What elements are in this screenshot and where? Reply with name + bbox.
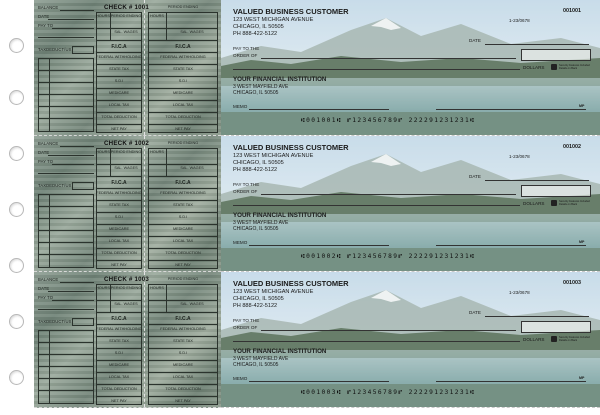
- stub-sdi-label: S.D.I: [114, 351, 124, 355]
- bank-name: YOUR FINANCIAL INSTITUTION: [233, 348, 327, 355]
- stub-check-number: CHECK # 1003: [104, 276, 150, 283]
- binder-hole: [9, 146, 24, 161]
- amount-box[interactable]: [521, 321, 591, 333]
- stub-fica-label-2: F.I.C.A: [175, 180, 191, 186]
- check-stub-3: [34, 272, 221, 408]
- stub-period-label-2: PERIOD ENDING: [167, 277, 199, 281]
- memo-label: MEMO: [233, 240, 248, 245]
- stub-taxdeduct-box: [72, 182, 94, 190]
- company-address-2: CHICAGO, IL 50505: [233, 160, 284, 166]
- stub-grid-row: [148, 260, 218, 261]
- stub-grid-row: [148, 176, 218, 177]
- mp-label: MP: [579, 376, 585, 380]
- company-phone: PH 888-422-5122: [233, 167, 278, 173]
- stub-wages-label: SAL. WAGES: [114, 302, 138, 306]
- stub-sdi-label-2: S.D.I: [178, 79, 188, 83]
- stub-grid-row: [96, 312, 142, 313]
- check-number: 001003: [563, 280, 581, 286]
- stub-fica-label-2: F.I.C.A: [175, 316, 191, 322]
- stub-balance-label: BALANCE: [38, 277, 59, 282]
- stub-payto-line: [52, 164, 94, 165]
- stub-hours-label-2: HOURS: [150, 14, 164, 18]
- stub-totalded-label-2: TOTAL DEDUCTION: [165, 251, 201, 255]
- stub-totalded-label-2: TOTAL DEDUCTION: [165, 387, 201, 391]
- stub-grid-row: [148, 40, 218, 41]
- routing-fraction: 1-23/0678: [509, 290, 530, 295]
- memo-line: [249, 109, 389, 110]
- stub-grid-row: [148, 188, 218, 189]
- stub-sdi-label: S.D.I: [114, 79, 124, 83]
- binder-hole: [9, 90, 24, 105]
- stub-grid-row: [96, 212, 142, 213]
- stub-grid-row: [148, 384, 218, 385]
- written-amount-line: [233, 341, 520, 342]
- bank-address-2: CHICAGO, IL 50505: [233, 90, 279, 96]
- stub-state-label-2: STATE TAX: [173, 339, 193, 343]
- stub-balance-line: [60, 10, 94, 11]
- dollars-label: DOLLARS: [523, 337, 545, 342]
- stub-taxdeduct-box: [72, 318, 94, 326]
- stub-local-label: LOCAL TAX: [108, 239, 130, 243]
- stub-grid-row: [96, 188, 142, 189]
- stub-hours-label: HOURS: [96, 14, 110, 18]
- stub-ledger-row: [38, 230, 94, 231]
- stub-divider: [144, 0, 145, 135]
- stub-payto-label: PAY TO: [38, 159, 54, 164]
- stub-taxdeduct-label: TAXDEDUCT/US: [38, 47, 72, 52]
- stub-grid-col: [166, 284, 167, 312]
- stub-federal-label-2: FEDERAL WITHHOLDING: [160, 55, 206, 59]
- dollars-label: DOLLARS: [523, 65, 545, 70]
- stub-grid-row: [96, 260, 142, 261]
- stub-payto-label: PAY TO: [38, 23, 54, 28]
- stub-grid-row: [96, 112, 142, 113]
- stub-grid-row: [148, 372, 218, 373]
- stub-wages-label-2: SAL. WAGES: [180, 302, 204, 306]
- stub-grid-row: [148, 248, 218, 249]
- pay-to-label: PAY TO THE: [233, 46, 260, 51]
- stub-period-label-2: PERIOD ENDING: [167, 5, 199, 9]
- payee-line: [261, 330, 516, 331]
- stub-grid-row: [96, 336, 142, 337]
- stub-grid-row: [148, 396, 218, 397]
- stub-sdi-label-2: S.D.I: [178, 351, 188, 355]
- stub-grid-row: [96, 384, 142, 385]
- binder-hole: [9, 202, 24, 217]
- stub-taxdeduct-label: TAXDEDUCT/US: [38, 319, 72, 324]
- stub-balance-line: [60, 146, 94, 147]
- stub-grid-row: [148, 88, 218, 89]
- stub-totalded-label-2: TOTAL DEDUCTION: [165, 115, 201, 119]
- stub-medicare-label: MEDICARE: [108, 227, 130, 231]
- bank-address-1: 3 WEST MAYFIELD AVE: [233, 356, 289, 362]
- amount-box[interactable]: [521, 185, 591, 197]
- stub-grid-row: [96, 372, 142, 373]
- stub-ledger-row: [38, 254, 94, 255]
- stub-wages-label-2: SAL. WAGES: [180, 30, 204, 34]
- stub-netpay-label: NET PAY: [111, 263, 127, 267]
- stub-wages-label: SAL. WAGES: [114, 30, 138, 34]
- company-name: VALUED BUSINESS CUSTOMER: [233, 7, 349, 16]
- company-phone: PH 888-422-5122: [233, 303, 278, 309]
- memo-label: MEMO: [233, 376, 248, 381]
- stub-hours-label: HOURS: [96, 286, 110, 290]
- stub-ledger-row: [38, 366, 94, 367]
- stub-wages-label-2: SAL. WAGES: [180, 166, 204, 170]
- stub-federal-label: FEDERAL WITHHOLDING: [96, 327, 142, 331]
- written-amount-line: [233, 205, 520, 206]
- stub-wages-label: SAL. WAGES: [114, 166, 138, 170]
- stub-totalded-label: TOTAL DEDUCTION: [101, 115, 137, 119]
- company-address-2: CHICAGO, IL 50505: [233, 296, 284, 302]
- stub-grid-row: [148, 324, 218, 325]
- stub-taxdeduct-label: TAXDEDUCT/US: [38, 183, 72, 188]
- stub-grid-row: [148, 64, 218, 65]
- stub-grid-row: [96, 200, 142, 201]
- stub-ledger-row: [38, 390, 94, 391]
- order-of-label: ORDER OF: [233, 53, 258, 58]
- stub-grid-row: [96, 236, 142, 237]
- bank-address-2: CHICAGO, IL 50505: [233, 226, 279, 232]
- padlock-security-icon: [551, 336, 557, 342]
- check-face-3: [221, 272, 600, 408]
- stub-period-label: PERIOD ENDING: [110, 286, 142, 290]
- stub-federal-label-2: FEDERAL WITHHOLDING: [160, 191, 206, 195]
- stub-state-label: STATE TAX: [109, 339, 129, 343]
- stub-ledger-row: [38, 378, 94, 379]
- dollars-label: DOLLARS: [523, 201, 545, 206]
- stub-line: [38, 173, 94, 174]
- company-name: VALUED BUSINESS CUSTOMER: [233, 143, 349, 152]
- stub-grid-row: [148, 224, 218, 225]
- payee-line: [261, 194, 516, 195]
- check-face-2: [221, 136, 600, 272]
- binder-hole: [9, 370, 24, 385]
- stub-balance-line: [60, 282, 94, 283]
- stub-local-label-2: LOCAL TAX: [172, 103, 194, 107]
- stub-grid-row: [148, 212, 218, 213]
- check-number: 001002: [563, 144, 581, 150]
- micr-line: ⑆001002⑆ ⑈123456789⑈ 222291231231⑆: [301, 253, 476, 260]
- stub-grid-row: [148, 360, 218, 361]
- stub-sdi-label: S.D.I: [114, 215, 124, 219]
- date-line: [485, 316, 589, 317]
- stub-ledger-row: [38, 218, 94, 219]
- stub-grid-row: [96, 100, 142, 101]
- stub-grid-row: [148, 100, 218, 101]
- company-address-1: 123 WEST MICHIGAN AVENUE: [233, 153, 314, 159]
- stub-divider: [144, 272, 145, 407]
- stub-grid-row: [148, 76, 218, 77]
- stub-balance-label: BALANCE: [38, 5, 59, 10]
- stub-ledger-row: [38, 242, 94, 243]
- stub-fica-label: F.I.C.A: [111, 316, 127, 322]
- stub-hours-label-2: HOURS: [150, 286, 164, 290]
- stub-local-label: LOCAL TAX: [108, 103, 130, 107]
- routing-fraction: 1-23/0678: [509, 18, 530, 23]
- stub-grid-row: [96, 124, 142, 125]
- micr-line: ⑆001003⑆ ⑈123456789⑈ 222291231231⑆: [301, 389, 476, 396]
- written-amount-line: [233, 69, 520, 70]
- stub-grid-row: [96, 324, 142, 325]
- stub-payto-line: [52, 300, 94, 301]
- bank-name: YOUR FINANCIAL INSTITUTION: [233, 212, 327, 219]
- signature-line[interactable]: [436, 245, 586, 246]
- check-number: 001001: [563, 8, 581, 14]
- amount-box[interactable]: [521, 49, 591, 61]
- stub-grid-row: [96, 248, 142, 249]
- bank-address-2: CHICAGO, IL 50505: [233, 362, 279, 368]
- check-stub-2: [34, 136, 221, 272]
- stub-divider: [144, 136, 145, 271]
- stub-grid-row: [96, 176, 142, 177]
- signature-line[interactable]: [436, 109, 586, 110]
- routing-fraction: 1-23/0678: [509, 154, 530, 159]
- stub-balance-label: BALANCE: [38, 141, 59, 146]
- stub-ledger-row: [38, 206, 94, 207]
- micr-line: ⑆001001⑆ ⑈123456789⑈ 222291231231⑆: [301, 117, 476, 124]
- date-label: DATE: [469, 310, 481, 315]
- stub-ledger-row: [38, 82, 94, 83]
- stub-state-label-2: STATE TAX: [173, 67, 193, 71]
- signature-line[interactable]: [436, 381, 586, 382]
- binder-hole: [9, 258, 24, 273]
- stub-date-label: DATE: [38, 14, 50, 19]
- pay-to-label: PAY TO THE: [233, 182, 260, 187]
- stub-ledger-row: [38, 70, 94, 71]
- stub-netpay-label: NET PAY: [111, 399, 127, 403]
- payee-line: [261, 58, 516, 59]
- stub-payto-line: [52, 28, 94, 29]
- stub-check-number: CHECK # 1001: [104, 4, 150, 11]
- stub-grid-row: [96, 64, 142, 65]
- date-label: DATE: [469, 38, 481, 43]
- memo-label: MEMO: [233, 104, 248, 109]
- stub-grid-row: [148, 200, 218, 201]
- pay-to-label: PAY TO THE: [233, 318, 260, 323]
- stub-medicare-label-2: MEDICARE: [172, 363, 194, 367]
- stub-medicare-label: MEDICARE: [108, 363, 130, 367]
- stub-period-label-2: PERIOD ENDING: [167, 141, 199, 145]
- stub-period-label: PERIOD ENDING: [110, 14, 142, 18]
- stub-grid-row: [148, 336, 218, 337]
- stub-grid-row: [96, 348, 142, 349]
- stub-medicare-label: MEDICARE: [108, 91, 130, 95]
- stub-grid-row: [148, 28, 218, 29]
- padlock-security-icon: [551, 64, 557, 70]
- stub-grid-col: [166, 148, 167, 176]
- stub-grid-row: [96, 300, 142, 301]
- stub-ledger-row: [38, 106, 94, 107]
- stub-line: [38, 37, 94, 38]
- stub-grid-row: [148, 312, 218, 313]
- stub-netpay-label-2: NET PAY: [175, 127, 191, 131]
- stub-date-line: [48, 19, 94, 20]
- stub-grid-row: [96, 396, 142, 397]
- stub-state-label: STATE TAX: [109, 203, 129, 207]
- bank-name: YOUR FINANCIAL INSTITUTION: [233, 76, 327, 83]
- stub-local-label-2: LOCAL TAX: [172, 375, 194, 379]
- company-address-2: CHICAGO, IL 50505: [233, 24, 284, 30]
- stub-medicare-label-2: MEDICARE: [172, 227, 194, 231]
- check-face-1: [221, 0, 600, 136]
- stub-line: [38, 309, 94, 310]
- stub-sdi-label-2: S.D.I: [178, 215, 188, 219]
- stub-grid-row: [96, 224, 142, 225]
- mp-label: MP: [579, 104, 585, 108]
- bank-address-1: 3 WEST MAYFIELD AVE: [233, 220, 289, 226]
- stub-local-label-2: LOCAL TAX: [172, 239, 194, 243]
- binder-hole-strip: [0, 0, 34, 415]
- stub-grid-col: [166, 12, 167, 40]
- stub-date-line: [48, 155, 94, 156]
- stub-federal-label-2: FEDERAL WITHHOLDING: [160, 327, 206, 331]
- stub-fica-label: F.I.C.A: [111, 180, 127, 186]
- date-line: [485, 44, 589, 45]
- stub-grid-row: [96, 88, 142, 89]
- stub-grid-row: [148, 112, 218, 113]
- stub-fica-label-2: F.I.C.A: [175, 44, 191, 50]
- stub-grid-row: [96, 164, 142, 165]
- stub-grid-row: [96, 360, 142, 361]
- stub-totalded-label: TOTAL DEDUCTION: [101, 387, 137, 391]
- stub-fica-label: F.I.C.A: [111, 44, 127, 50]
- date-line: [485, 180, 589, 181]
- stub-date-label: DATE: [38, 286, 50, 291]
- stub-taxdeduct-box: [72, 46, 94, 54]
- padlock-security-icon: [551, 200, 557, 206]
- stub-grid-row: [96, 28, 142, 29]
- stub-federal-label: FEDERAL WITHHOLDING: [96, 55, 142, 59]
- company-address-1: 123 WEST MICHIGAN AVENUE: [233, 17, 314, 23]
- stub-medicare-label-2: MEDICARE: [172, 91, 194, 95]
- memo-line: [249, 381, 389, 382]
- stub-local-label: LOCAL TAX: [108, 375, 130, 379]
- security-features-note: Security Features Included Details on Back: [559, 64, 590, 70]
- stub-grid-row: [148, 52, 218, 53]
- stub-totalded-label: TOTAL DEDUCTION: [101, 251, 137, 255]
- stub-state-label-2: STATE TAX: [173, 203, 193, 207]
- stub-grid-row: [148, 348, 218, 349]
- stub-ledger-row: [38, 342, 94, 343]
- mp-label: MP: [579, 240, 585, 244]
- stub-period-label: PERIOD ENDING: [110, 150, 142, 154]
- stub-grid-row: [96, 52, 142, 53]
- stub-grid-row: [96, 76, 142, 77]
- stub-ledger-row: [38, 354, 94, 355]
- stub-grid-row: [148, 300, 218, 301]
- stub-netpay-label: NET PAY: [111, 127, 127, 131]
- date-label: DATE: [469, 174, 481, 179]
- binder-hole: [9, 314, 24, 329]
- stub-date-label: DATE: [38, 150, 50, 155]
- stub-payto-label: PAY TO: [38, 295, 54, 300]
- stub-date-line: [48, 291, 94, 292]
- bank-address-1: 3 WEST MAYFIELD AVE: [233, 84, 289, 90]
- company-address-1: 123 WEST MICHIGAN AVENUE: [233, 289, 314, 295]
- company-name: VALUED BUSINESS CUSTOMER: [233, 279, 349, 288]
- stub-ledger-row: [38, 94, 94, 95]
- stub-hours-label: HOURS: [96, 150, 110, 154]
- check-stub-1: [34, 0, 221, 136]
- security-features-note: Security Features Included Details on Back: [559, 336, 590, 342]
- memo-line: [249, 245, 389, 246]
- stub-grid-row: [96, 40, 142, 41]
- stub-netpay-label-2: NET PAY: [175, 399, 191, 403]
- stub-grid-row: [148, 164, 218, 165]
- stub-grid-row: [148, 124, 218, 125]
- company-phone: PH 888-422-5122: [233, 31, 278, 37]
- stub-netpay-label-2: NET PAY: [175, 263, 191, 267]
- stub-state-label: STATE TAX: [109, 67, 129, 71]
- binder-hole: [9, 38, 24, 53]
- order-of-label: ORDER OF: [233, 325, 258, 330]
- stub-hours-label-2: HOURS: [150, 150, 164, 154]
- stub-check-number: CHECK # 1002: [104, 140, 150, 147]
- stub-grid-row: [148, 236, 218, 237]
- order-of-label: ORDER OF: [233, 189, 258, 194]
- stub-federal-label: FEDERAL WITHHOLDING: [96, 191, 142, 195]
- stub-ledger-row: [38, 118, 94, 119]
- security-features-note: Security Features Included Details on Back: [559, 200, 590, 206]
